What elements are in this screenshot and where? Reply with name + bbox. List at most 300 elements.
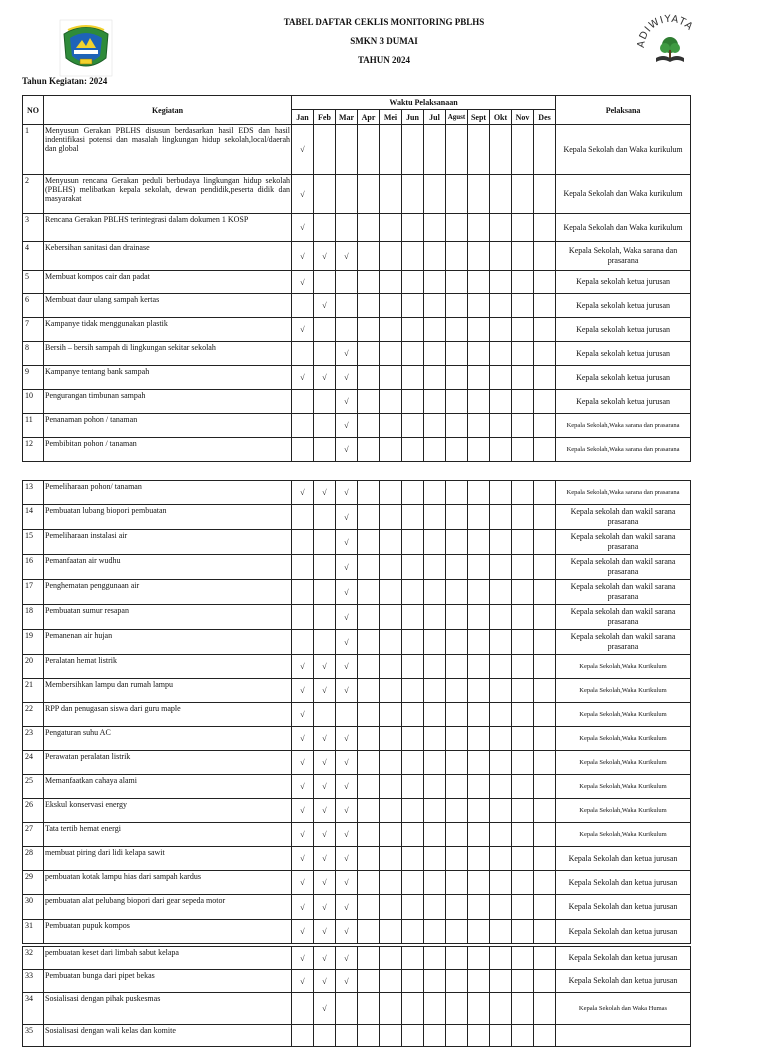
month-cell <box>446 679 468 703</box>
month-cell <box>358 895 380 920</box>
row-number: 30 <box>23 895 44 920</box>
check-mark: √ <box>322 976 327 986</box>
table-row <box>23 823 691 847</box>
month-cell <box>402 993 424 1025</box>
month-cell <box>380 438 402 462</box>
month-cell <box>292 438 314 462</box>
month-cell <box>424 175 446 214</box>
month-cell <box>468 580 490 605</box>
month-cell <box>468 871 490 895</box>
month-cell <box>358 847 380 871</box>
month-cell <box>314 505 336 530</box>
month-cell <box>534 214 556 242</box>
month-cell <box>424 993 446 1025</box>
row-kegiatan: Rencana Gerakan PBLHS terintegrasi dalam dokumen 1 KOSP <box>44 214 292 242</box>
month-cell <box>446 703 468 727</box>
check-mark: √ <box>344 488 349 497</box>
month-cell <box>380 242 402 271</box>
month-cell <box>380 294 402 318</box>
month-cell <box>292 242 314 271</box>
month-cell <box>380 823 402 847</box>
month-cell <box>336 505 358 530</box>
check-mark: √ <box>344 537 349 547</box>
check-mark: √ <box>322 373 327 382</box>
month-cell <box>534 947 556 970</box>
row-kegiatan: Membuat kompos cair dan padat <box>44 271 292 294</box>
row-kegiatan: Pemanfaatan air wudhu <box>44 555 292 580</box>
table-row <box>23 727 691 751</box>
header-month: Jul <box>424 110 446 125</box>
month-cell <box>292 679 314 703</box>
month-cell <box>380 414 402 438</box>
month-cell <box>314 679 336 703</box>
month-cell <box>358 799 380 823</box>
month-cell <box>292 342 314 366</box>
month-cell <box>512 214 534 242</box>
table-row <box>23 580 691 605</box>
month-cell <box>380 630 402 655</box>
month-cell <box>380 318 402 342</box>
month-cell <box>468 342 490 366</box>
month-cell <box>380 775 402 799</box>
month-cell <box>534 1025 556 1047</box>
month-cell <box>336 271 358 294</box>
month-cell <box>534 125 556 175</box>
check-mark: √ <box>300 854 305 863</box>
month-cell <box>336 895 358 920</box>
month-cell <box>490 751 512 775</box>
check-mark: √ <box>344 587 349 597</box>
row-kegiatan: Sosialisasi dengan wali kelas dan komite <box>44 1025 292 1047</box>
check-mark: √ <box>300 878 305 887</box>
month-cell <box>446 630 468 655</box>
month-cell <box>314 438 336 462</box>
month-cell <box>446 605 468 630</box>
row-number: 35 <box>23 1025 44 1047</box>
month-cell <box>424 271 446 294</box>
month-cell <box>314 366 336 390</box>
month-cell <box>468 294 490 318</box>
row-kegiatan: pembuatan alat pelubang biopori dari gear sepeda motor <box>44 895 292 920</box>
check-mark: √ <box>344 421 349 430</box>
month-cell <box>358 970 380 993</box>
row-number: 12 <box>23 438 44 462</box>
month-cell <box>534 438 556 462</box>
month-cell <box>424 214 446 242</box>
month-cell <box>380 751 402 775</box>
month-cell <box>446 294 468 318</box>
month-cell <box>402 871 424 895</box>
row-kegiatan: Perawatan peralatan listrik <box>44 751 292 775</box>
table-row <box>23 438 691 462</box>
month-cell <box>490 294 512 318</box>
row-number: 3 <box>23 214 44 242</box>
table-row <box>23 630 691 655</box>
table-row <box>23 530 691 555</box>
row-pelaksana: Kepala sekolah dan wakil sarana prasarana <box>556 530 691 555</box>
row-kegiatan: Sosialisasi dengan pihak puskesmas <box>44 993 292 1025</box>
month-cell <box>402 580 424 605</box>
month-cell <box>292 655 314 679</box>
row-pelaksana: Kepala Sekolah,Waka Kurikulum <box>556 679 691 703</box>
month-cell <box>380 530 402 555</box>
month-cell <box>490 481 512 505</box>
month-cell <box>336 847 358 871</box>
month-cell <box>292 271 314 294</box>
month-cell <box>512 580 534 605</box>
month-cell <box>490 775 512 799</box>
row-kegiatan: Pembuatan pupuk kompos <box>44 920 292 944</box>
month-cell <box>336 630 358 655</box>
row-kegiatan: pembuatan keset dari limbah sabut kelapa <box>44 947 292 970</box>
month-cell <box>446 580 468 605</box>
month-cell <box>402 895 424 920</box>
month-cell <box>512 505 534 530</box>
month-cell <box>358 947 380 970</box>
row-number: 6 <box>23 294 44 318</box>
month-cell <box>336 970 358 993</box>
check-mark: √ <box>300 806 305 815</box>
month-cell <box>314 970 336 993</box>
month-cell <box>534 751 556 775</box>
month-cell <box>468 481 490 505</box>
table-row <box>23 481 691 505</box>
row-pelaksana: Kepala Sekolah dan ketua jurusan <box>556 895 691 920</box>
month-cell <box>446 751 468 775</box>
month-cell <box>402 294 424 318</box>
month-cell <box>314 655 336 679</box>
month-cell <box>446 481 468 505</box>
table-row <box>23 605 691 630</box>
month-cell <box>336 799 358 823</box>
month-cell <box>358 1025 380 1047</box>
row-pelaksana: Kepala Sekolah,Waka Kurikulum <box>556 727 691 751</box>
table-row <box>23 271 691 294</box>
row-number: 28 <box>23 847 44 871</box>
month-cell <box>468 703 490 727</box>
table-row <box>23 505 691 530</box>
header-waktu-pelaksanaan: Waktu Pelaksanaan <box>292 96 556 110</box>
row-kegiatan: pembuatan kotak lampu hias dari sampah kardus <box>44 871 292 895</box>
row-kegiatan: Pemeliharaan instalasi air <box>44 530 292 555</box>
month-cell <box>512 655 534 679</box>
checklist-table-section-3 <box>22 946 691 1047</box>
month-cell <box>292 703 314 727</box>
month-cell <box>446 366 468 390</box>
month-cell <box>424 294 446 318</box>
month-cell <box>358 481 380 505</box>
month-cell <box>314 799 336 823</box>
month-cell <box>512 342 534 366</box>
month-cell <box>402 655 424 679</box>
month-cell <box>512 920 534 944</box>
month-cell <box>292 799 314 823</box>
row-pelaksana: Kepala sekolah dan wakil sarana prasarana <box>556 555 691 580</box>
month-cell <box>402 505 424 530</box>
month-cell <box>336 993 358 1025</box>
month-cell <box>512 993 534 1025</box>
row-pelaksana: Kepala Sekolah,Waka Kurikulum <box>556 823 691 847</box>
month-cell <box>490 679 512 703</box>
month-cell <box>534 727 556 751</box>
month-cell <box>358 318 380 342</box>
row-number: 31 <box>23 920 44 944</box>
month-cell <box>292 775 314 799</box>
month-cell <box>358 679 380 703</box>
month-cell <box>358 214 380 242</box>
row-pelaksana: Kepala sekolah ketua jurusan <box>556 318 691 342</box>
check-mark: √ <box>344 782 349 791</box>
month-cell <box>468 920 490 944</box>
check-mark: √ <box>300 325 305 334</box>
month-cell <box>336 580 358 605</box>
month-cell <box>512 871 534 895</box>
month-cell <box>314 775 336 799</box>
row-pelaksana: Kepala Sekolah,Waka Kurikulum <box>556 751 691 775</box>
month-cell <box>512 947 534 970</box>
month-cell <box>490 555 512 580</box>
month-cell <box>468 993 490 1025</box>
header-no: NO <box>23 96 44 125</box>
month-cell <box>380 703 402 727</box>
month-cell <box>490 125 512 175</box>
month-cell <box>380 342 402 366</box>
month-cell <box>358 727 380 751</box>
month-cell <box>380 505 402 530</box>
check-mark: √ <box>344 734 349 743</box>
check-mark: √ <box>344 686 349 695</box>
month-cell <box>336 1025 358 1047</box>
table-row <box>23 920 691 944</box>
month-cell <box>336 481 358 505</box>
month-cell <box>380 390 402 414</box>
month-cell <box>314 125 336 175</box>
month-cell <box>424 947 446 970</box>
month-cell <box>424 318 446 342</box>
month-cell <box>380 970 402 993</box>
checklist-table-section-1 <box>22 95 691 462</box>
row-number: 27 <box>23 823 44 847</box>
month-cell <box>402 605 424 630</box>
month-cell <box>468 947 490 970</box>
row-number: 19 <box>23 630 44 655</box>
row-number: 1 <box>23 125 44 175</box>
month-cell <box>534 175 556 214</box>
month-cell <box>292 895 314 920</box>
month-cell <box>292 530 314 555</box>
month-cell <box>534 993 556 1025</box>
check-mark: √ <box>344 976 349 986</box>
month-cell <box>358 242 380 271</box>
header-month: Apr <box>358 110 380 125</box>
month-cell <box>358 342 380 366</box>
month-cell <box>424 605 446 630</box>
month-cell <box>336 703 358 727</box>
check-mark: √ <box>300 662 305 671</box>
row-pelaksana: Kepala sekolah dan wakil sarana prasarana <box>556 630 691 655</box>
row-number: 17 <box>23 580 44 605</box>
month-cell <box>292 727 314 751</box>
month-cell <box>424 679 446 703</box>
month-cell <box>358 390 380 414</box>
check-mark: √ <box>344 637 349 647</box>
month-cell <box>490 895 512 920</box>
row-pelaksana: Kepala Sekolah,Waka sarana dan prasarana <box>556 414 691 438</box>
month-cell <box>446 727 468 751</box>
month-cell <box>402 630 424 655</box>
check-mark: √ <box>322 251 327 261</box>
month-cell <box>402 823 424 847</box>
month-cell <box>446 318 468 342</box>
table-row <box>23 947 691 970</box>
month-cell <box>512 727 534 751</box>
month-cell <box>402 727 424 751</box>
month-cell <box>336 318 358 342</box>
month-cell <box>424 775 446 799</box>
document-title-block <box>0 14 768 71</box>
month-cell <box>402 366 424 390</box>
month-cell <box>424 751 446 775</box>
month-cell <box>534 823 556 847</box>
month-cell <box>314 294 336 318</box>
check-mark: √ <box>344 612 349 622</box>
month-cell <box>534 920 556 944</box>
month-cell <box>402 530 424 555</box>
row-number: 21 <box>23 679 44 703</box>
month-cell <box>336 920 358 944</box>
month-cell <box>424 920 446 944</box>
row-kegiatan: Bersih – bersih sampah di lingkungan sekitar sekolah <box>44 342 292 366</box>
month-cell <box>314 993 336 1025</box>
table-row <box>23 775 691 799</box>
month-cell <box>336 530 358 555</box>
month-cell <box>490 871 512 895</box>
month-cell <box>380 655 402 679</box>
month-cell <box>424 414 446 438</box>
month-cell <box>314 390 336 414</box>
check-mark: √ <box>322 734 327 743</box>
month-cell <box>512 318 534 342</box>
title-line-3: TAHUN 2024 <box>357 55 411 65</box>
check-mark: √ <box>300 488 305 497</box>
month-cell <box>468 605 490 630</box>
row-pelaksana: Kepala Sekolah dan ketua jurusan <box>556 871 691 895</box>
header-kegiatan: Kegiatan <box>44 96 292 125</box>
month-cell <box>358 125 380 175</box>
row-kegiatan: membuat piring dari lidi kelapa sawit <box>44 847 292 871</box>
check-mark: √ <box>344 251 349 261</box>
month-cell <box>292 947 314 970</box>
month-cell <box>468 318 490 342</box>
month-cell <box>336 242 358 271</box>
month-cell <box>402 703 424 727</box>
table-row <box>23 655 691 679</box>
month-cell <box>534 414 556 438</box>
month-cell <box>534 970 556 993</box>
month-cell <box>358 630 380 655</box>
check-mark: √ <box>322 488 327 497</box>
month-cell <box>292 175 314 214</box>
month-cell <box>380 727 402 751</box>
month-cell <box>314 703 336 727</box>
month-cell <box>314 342 336 366</box>
month-cell <box>292 318 314 342</box>
month-cell <box>336 751 358 775</box>
month-cell <box>380 679 402 703</box>
month-cell <box>512 679 534 703</box>
month-cell <box>402 555 424 580</box>
check-mark: √ <box>344 806 349 815</box>
month-cell <box>292 214 314 242</box>
check-mark: √ <box>300 189 305 199</box>
row-number: 7 <box>23 318 44 342</box>
row-number: 22 <box>23 703 44 727</box>
title-line-2: SMKN 3 DUMAI <box>350 36 418 46</box>
table-header-row <box>23 96 691 110</box>
row-number: 9 <box>23 366 44 390</box>
month-cell <box>468 530 490 555</box>
month-cell <box>336 438 358 462</box>
month-cell <box>380 580 402 605</box>
table-row <box>23 390 691 414</box>
month-cell <box>402 679 424 703</box>
row-number: 4 <box>23 242 44 271</box>
month-cell <box>490 920 512 944</box>
month-cell <box>292 1025 314 1047</box>
month-cell <box>468 847 490 871</box>
check-mark: √ <box>322 927 327 936</box>
month-cell <box>490 271 512 294</box>
month-cell <box>468 271 490 294</box>
month-cell <box>292 605 314 630</box>
table-row <box>23 970 691 993</box>
month-cell <box>490 414 512 438</box>
row-number: 15 <box>23 530 44 555</box>
check-mark: √ <box>344 830 349 839</box>
month-cell <box>402 242 424 271</box>
month-cell <box>314 895 336 920</box>
month-cell <box>490 605 512 630</box>
month-cell <box>446 125 468 175</box>
month-cell <box>402 799 424 823</box>
month-cell <box>336 947 358 970</box>
check-mark: √ <box>344 397 349 406</box>
checklist-table-section-2 <box>22 480 691 944</box>
month-cell <box>424 871 446 895</box>
table-row <box>23 214 691 242</box>
check-mark: √ <box>300 927 305 936</box>
month-cell <box>512 438 534 462</box>
month-cell <box>446 390 468 414</box>
month-cell <box>380 271 402 294</box>
month-cell <box>292 993 314 1025</box>
month-cell <box>380 125 402 175</box>
month-cell <box>424 390 446 414</box>
check-mark: √ <box>300 953 305 963</box>
month-cell <box>424 847 446 871</box>
month-cell <box>534 318 556 342</box>
month-cell <box>402 970 424 993</box>
month-cell <box>292 823 314 847</box>
row-number: 8 <box>23 342 44 366</box>
month-cell <box>292 366 314 390</box>
month-cell <box>534 703 556 727</box>
header-month: Agust <box>446 110 468 125</box>
header-pelaksana: Pelaksana <box>556 96 691 125</box>
month-cell <box>336 871 358 895</box>
row-pelaksana: Kepala Sekolah,Waka Kurikulum <box>556 775 691 799</box>
month-cell <box>292 871 314 895</box>
